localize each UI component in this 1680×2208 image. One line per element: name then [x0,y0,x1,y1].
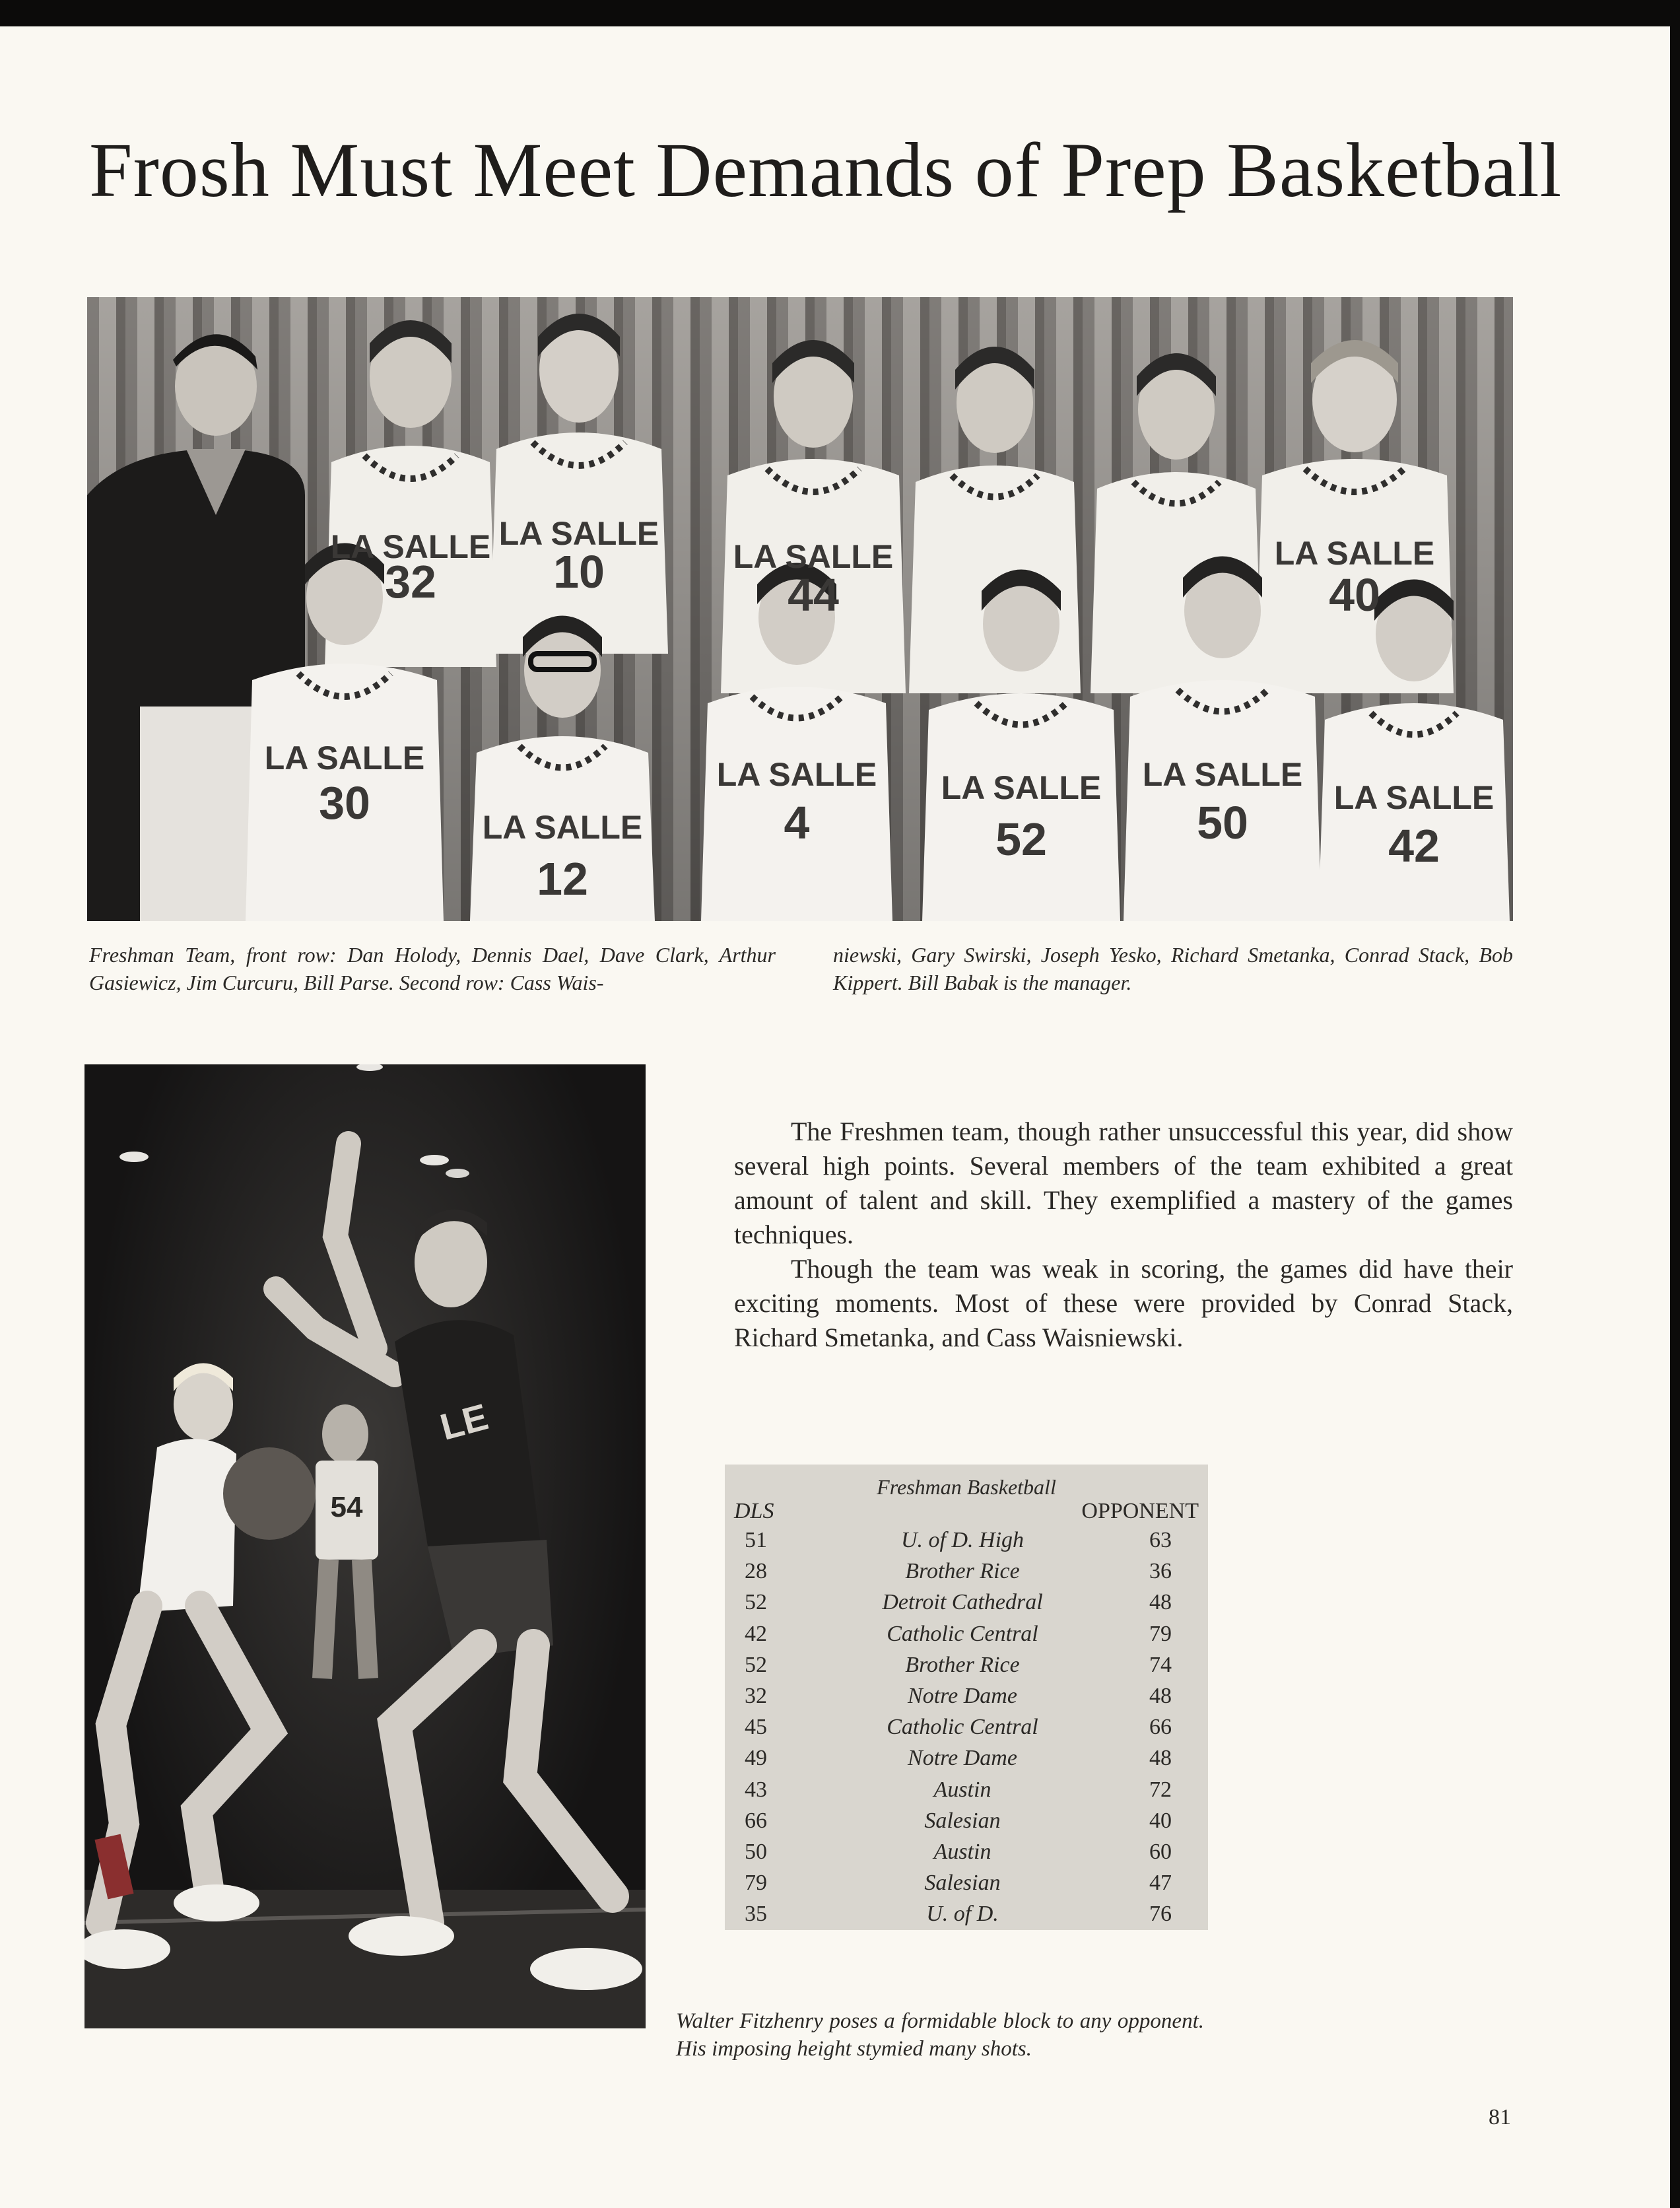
opponent-score: 76 [1149,1902,1172,1927]
jersey-text-school: LA SALLE [733,538,894,575]
jersey-number: 44 [788,569,839,621]
yearbook-page [0,26,1670,2208]
dls-score: 32 [745,1683,767,1708]
opponent-score: 60 [1149,1839,1172,1864]
scores-rows [725,1528,1208,1933]
opponent-score: 48 [1149,1746,1172,1771]
opponent-team: Brother Rice [905,1652,1020,1677]
opponent-score: 74 [1149,1652,1172,1677]
dls-score: 43 [745,1777,767,1802]
table-row [725,1840,1208,1871]
jersey-text-school: LA SALLE [941,769,1102,806]
page-number: 81 [1489,2105,1511,2129]
dls-score: 50 [745,1839,767,1864]
table-row [725,1528,1208,1559]
article-paragraph: The Freshmen team, though rather unsuccessful this year, did show several high points. Several members of the team exhibited a great amount of talent and skill. They exemplified a mastery of the games techniques. [734,1117,1513,1249]
action-jersey-text: LE [436,1395,492,1448]
opponent-score: 47 [1149,1871,1172,1896]
opponent-team: Detroit Cathedral [882,1590,1043,1615]
page-title: Frosh Must Meet Demands of Prep Basketball [89,127,1562,213]
table-row [725,1777,1208,1809]
scores-table [725,1465,1208,1930]
scores-header-dls: DLS [734,1499,774,1523]
jersey-text-school: LA SALLE [1142,756,1303,793]
jersey-number: 52 [995,813,1047,865]
opponent-team: Austin [933,1839,991,1864]
dls-score: 66 [745,1808,767,1833]
jersey-text-school: LA SALLE [1333,779,1495,816]
dls-score: 79 [745,1871,767,1896]
opponent-score: 48 [1149,1590,1172,1615]
jersey-number: 50 [1197,797,1248,848]
jersey-number: 40 [1329,569,1380,621]
opponent-team: Salesian [924,1808,1001,1833]
jersey-number: 42 [1388,820,1440,872]
jersey-text-school: LA SALLE [716,756,877,793]
table-row [725,1559,1208,1590]
dls-score: 42 [745,1621,767,1646]
jersey-number: 32 [385,556,436,607]
table-row [725,1871,1208,1902]
opponent-team: Brother Rice [905,1559,1020,1584]
shooting-player [84,1363,316,1970]
opponent-score: 40 [1149,1808,1172,1833]
table-row [725,1590,1208,1621]
jersey-text-school: LA SALLE [482,809,643,846]
opponent-team: Notre Dame [908,1746,1017,1771]
article-body [734,1115,1513,1355]
team-photo [87,297,1513,921]
opponent-team: Catholic Central [887,1621,1038,1646]
dls-score: 52 [745,1590,767,1615]
opponent-score: 36 [1149,1559,1172,1584]
opponent-team: Notre Dame [908,1683,1017,1708]
opponent-score: 66 [1149,1715,1172,1740]
jersey-number: 12 [537,853,588,905]
dls-score: 49 [745,1746,767,1771]
dls-score: 28 [745,1559,767,1584]
jersey-text-school: LA SALLE [264,740,425,776]
table-row [725,1622,1208,1653]
team-photo-caption-right: niewski, Gary Swirski, Joseph Yesko, Richard Smetanka, Conrad Stack, Bob Kippert. Bill Babak is the manager. [833,943,1513,994]
jersey-text-school: LA SALLE [498,515,659,552]
background-player [316,1404,378,1678]
action-jersey-number: 54 [330,1491,363,1523]
opponent-score: 63 [1149,1528,1172,1552]
opponent-team: U. of D. High [900,1528,1025,1552]
scores-table-title: Freshman Basketball [877,1475,1056,1499]
jersey-text-school: LA SALLE [1274,535,1435,572]
table-row [725,1746,1208,1777]
scores-header-opponent: OPPONENT [1081,1499,1199,1523]
team-photo-illustration [87,297,1513,921]
opponent-team: Catholic Central [887,1715,1038,1740]
table-row [725,1809,1208,1840]
table-row [725,1902,1208,1933]
opponent-team: U. of D. [926,1902,999,1927]
table-row [725,1684,1208,1715]
article-paragraph: Though the team was weak in scoring, the games did have their exciting moments. Most of these were provided by Conrad Stack, Richard Smetanka, and Cass Waisniewski. [734,1254,1513,1352]
table-row [725,1653,1208,1684]
jersey-number: 10 [553,546,605,598]
action-photo-caption: Walter Fitzhenry poses a formidable block to any opponent. His imposing height stymied many shots. [676,2009,1204,2061]
dls-score: 51 [745,1528,767,1552]
team-photo-caption-left: Freshman Team, front row: Dan Holody, Dennis Dael, Dave Clark, Arthur Gasiewicz, Jim Curcuru, Bill Parse. Second row: Cass Wais- [89,943,776,994]
action-photo-illustration [84,1064,646,2028]
jersey-number: 30 [319,777,370,829]
opponent-score: 79 [1149,1621,1172,1646]
dls-score: 35 [745,1902,767,1927]
action-photo [84,1064,646,2028]
opponent-team: Austin [933,1777,991,1802]
jersey-number: 4 [784,797,810,848]
dls-score: 52 [745,1652,767,1677]
opponent-score: 72 [1149,1777,1172,1802]
opponent-score: 48 [1149,1683,1172,1708]
jersey-text-school: LA SALLE [330,528,491,565]
dls-score: 45 [745,1715,767,1740]
opponent-team: Salesian [924,1871,1001,1896]
table-row [725,1715,1208,1746]
